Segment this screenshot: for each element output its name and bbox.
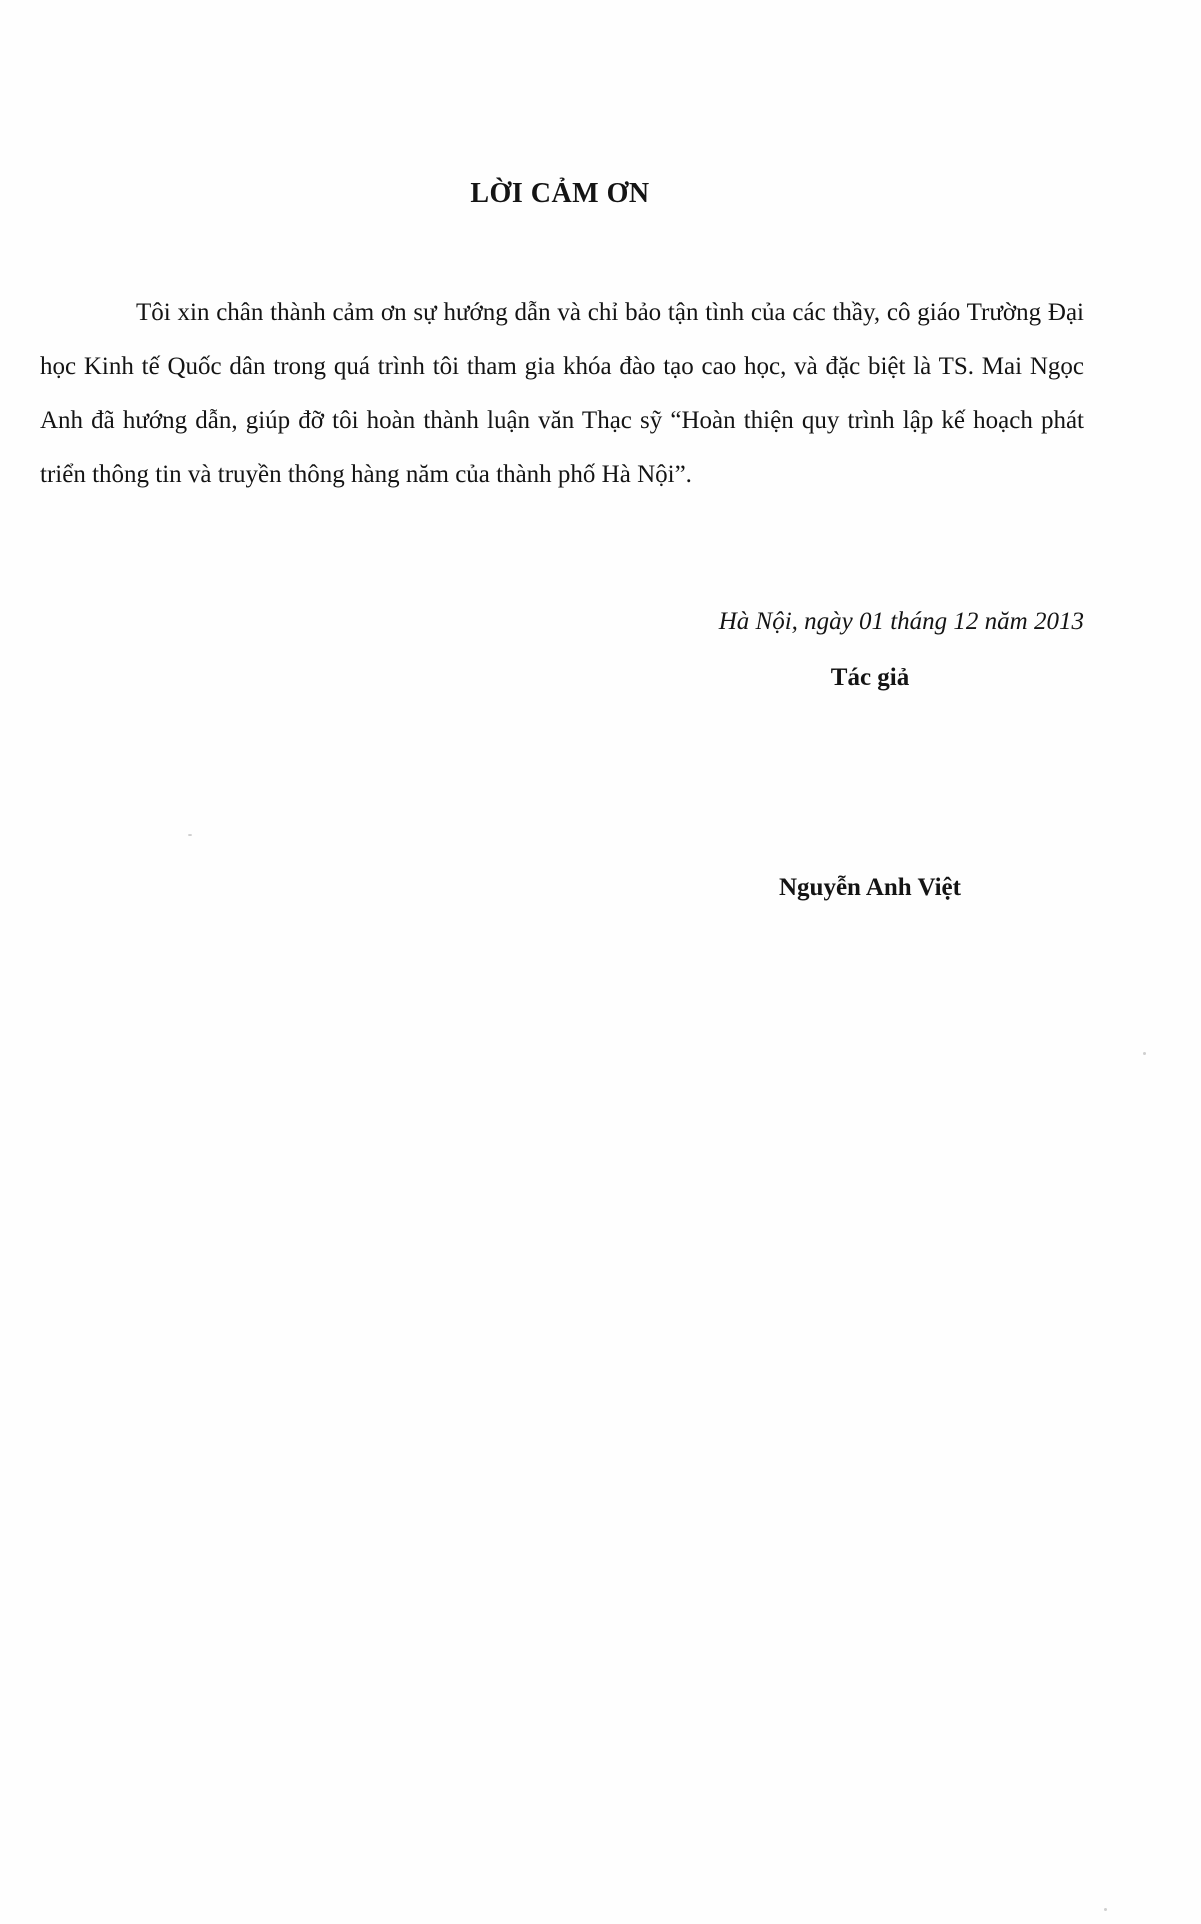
- scan-speck: [1143, 1052, 1146, 1055]
- scan-speck: [1104, 1908, 1107, 1911]
- scan-speck: [188, 834, 192, 836]
- date-line: Hà Nội, ngày 01 tháng 12 năm 2013: [718, 608, 1084, 635]
- author-label: Tác giả: [830, 664, 910, 691]
- paragraph-text: Tôi xin chân thành cảm ơn sự hướng dẫn và chỉ bảo tận tình của các thầy, cô giáo Trường Đại học Kinh tế Quốc dân trong quá trình tôi tham gia khóa đào tạo cao học, và đặc biệt là TS. Mai Ngọc Anh đã hướng dẫn, giúp đỡ tôi hoàn thành luận văn Thạc sỹ “Hoàn thiện quy trình lập kế hoạch phát triển thông tin và truyền thông hàng năm của thành phố Hà Nội”.: [40, 299, 1084, 488]
- page-title: LỜI CẢM ƠN: [470, 178, 650, 209]
- author-name: Nguyễn Anh Việt: [779, 874, 961, 901]
- acknowledgement-paragraph: [40, 286, 1084, 502]
